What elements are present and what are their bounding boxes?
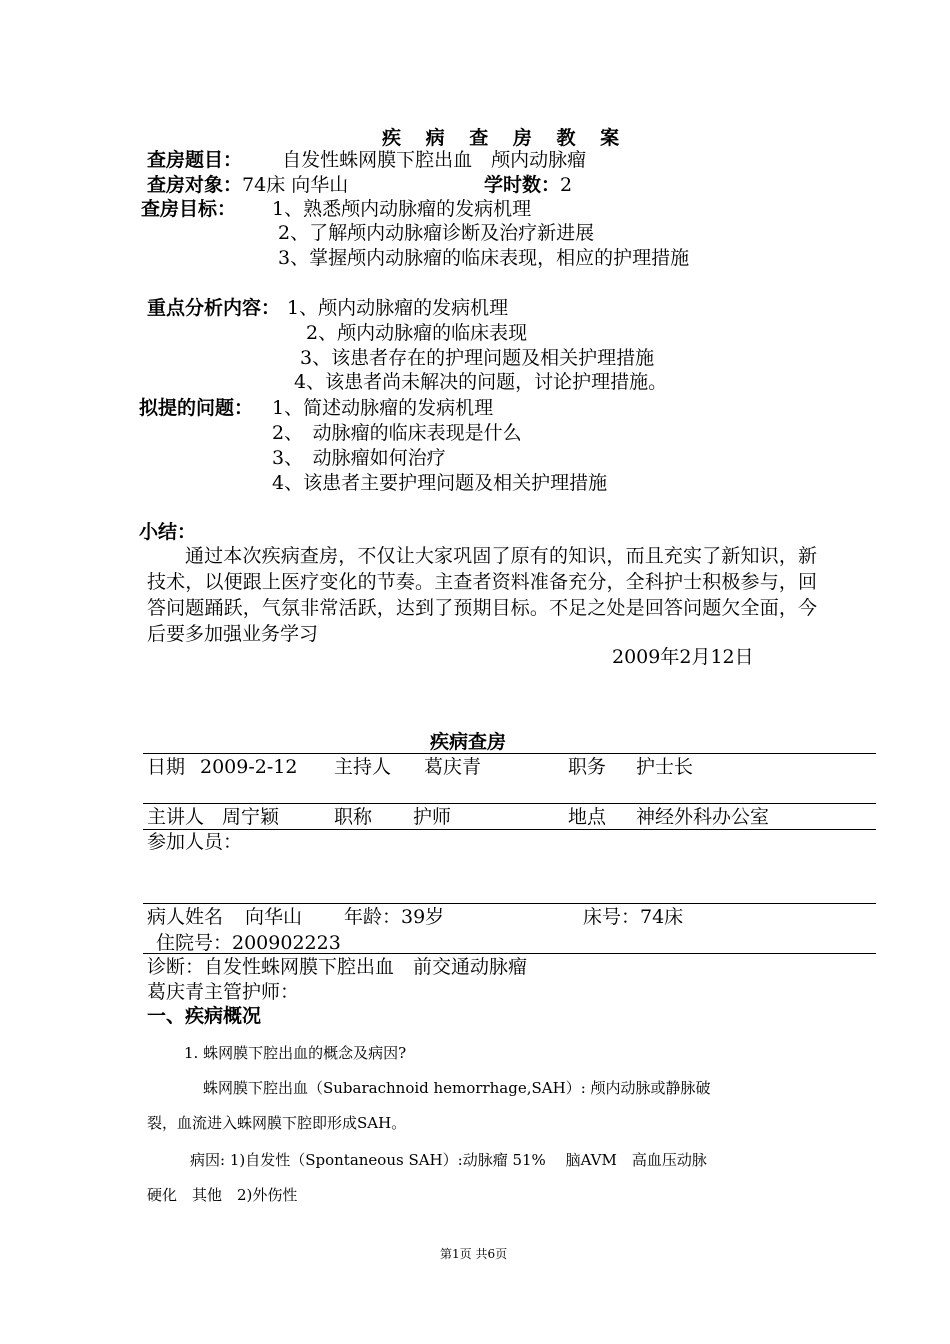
patient-label: 病人姓名 [147, 906, 224, 928]
post-label: 职务 [568, 756, 607, 778]
page-footer: 第1页 共6页 [440, 1247, 508, 1261]
goals-label: 查房目标： [141, 198, 237, 220]
target-row [147, 173, 348, 197]
hours-value: 2 [560, 174, 573, 196]
summary-label: 小结： [139, 521, 197, 543]
admission-text: 住院号：200902223 [156, 932, 341, 954]
key-item: 1、颅内动脉瘤的发病机理 [287, 297, 509, 319]
key-item: 4、该患者尚未解决的问题，讨论护理措施。 [294, 371, 668, 393]
patient-value: 向华山 [245, 906, 303, 928]
host-value: 葛庆青 [424, 756, 482, 778]
table-rule [143, 953, 876, 954]
definition-line: 蛛网膜下腔出血（Subarachnoid hemorrhage,SAH）: 颅内动脉或静脉破 [203, 1079, 711, 1097]
nurse-text: 葛庆青主管护师： [147, 981, 300, 1003]
goal-item: 1、熟悉颅内动脉瘤的发病机理 [272, 198, 532, 220]
cause-line: 病因: 1)自发性（Spontaneous SAH）:动脉瘤 51% 脑AVM 高血压动脉 [190, 1151, 707, 1169]
goal-item: 3、掌握颅内动脉瘤的临床表现，相应的护理措施 [278, 247, 690, 269]
topic-value: 自发性蛛网膜下腔出血 颅内动脉瘤 [282, 149, 587, 171]
summary-text: 通过本次疾病查房，不仅让大家巩固了原有的知识，而且充实了新知识，新技术，以便跟上医疗变化的节奏。主查者资料准备充分，全科护士积极参与，回答问题踊跃，气氛非常活跃，达到了预期目标。不足之处是回答问题欠全面，今后要多加强业务学习 [147, 545, 817, 645]
target-label: 查房对象： [147, 174, 243, 196]
questions-label: 拟提的问题： [139, 397, 254, 419]
rank-value: 护师 [413, 806, 452, 828]
hours-label: 学时数： [484, 174, 561, 196]
table-rule [143, 829, 876, 830]
place-label: 地点 [568, 806, 607, 828]
question-item: 2、 动脉瘤的临床表现是什么 [272, 422, 522, 444]
target-value: 74床 向华山 [242, 174, 349, 196]
key-item: 3、该患者存在的护理问题及相关护理措施 [300, 347, 655, 369]
bed-text: 床号：74床 [583, 906, 684, 928]
question-item: 3、 动脉瘤如何治疗 [272, 447, 446, 469]
question-item: 1、简述动脉瘤的发病机理 [272, 397, 494, 419]
post-value: 护士长 [636, 756, 694, 778]
topic-label: 查房题目： [147, 149, 243, 171]
key-item: 2、颅内动脉瘤的临床表现 [306, 322, 528, 344]
diagnosis-text: 诊断：自发性蛛网膜下腔出血 前交通动脉瘤 [147, 956, 528, 978]
topic-row [147, 148, 586, 172]
key-label: 重点分析内容： [147, 297, 281, 319]
age-text: 年龄：39岁 [344, 906, 445, 928]
question-item: 4、该患者主要护理问题及相关护理措施 [272, 472, 608, 494]
table-rule [143, 753, 876, 754]
place-value: 神经外科办公室 [636, 806, 770, 828]
speaker-label: 主讲人 [147, 806, 205, 828]
record-title: 疾病查房 [430, 731, 507, 753]
hours-row [484, 173, 572, 197]
table-rule [143, 803, 876, 804]
rank-label: 职称 [334, 806, 373, 828]
record-date-label: 日期 [147, 756, 186, 778]
question-heading: 1. 蛛网膜下腔出血的概念及病因? [184, 1044, 407, 1062]
plan-date: 2009年2月12日 [612, 646, 754, 668]
speaker-value: 周宁颖 [222, 806, 280, 828]
plan-title: 疾 病 查 房 教 案 [382, 127, 629, 149]
record-date-value: 2009-2-12 [200, 756, 298, 778]
participants-label: 参加人员： [147, 831, 243, 853]
definition-line: 裂，血流进入蛛网膜下腔即形成SAH。 [147, 1114, 407, 1132]
table-rule [143, 903, 876, 904]
cause-line: 硬化 其他 2)外伤性 [147, 1186, 298, 1204]
goal-item: 2、了解颅内动脉瘤诊断及治疗新进展 [278, 222, 595, 244]
host-label: 主持人 [334, 756, 392, 778]
section-title: 一、疾病概况 [147, 1005, 262, 1027]
